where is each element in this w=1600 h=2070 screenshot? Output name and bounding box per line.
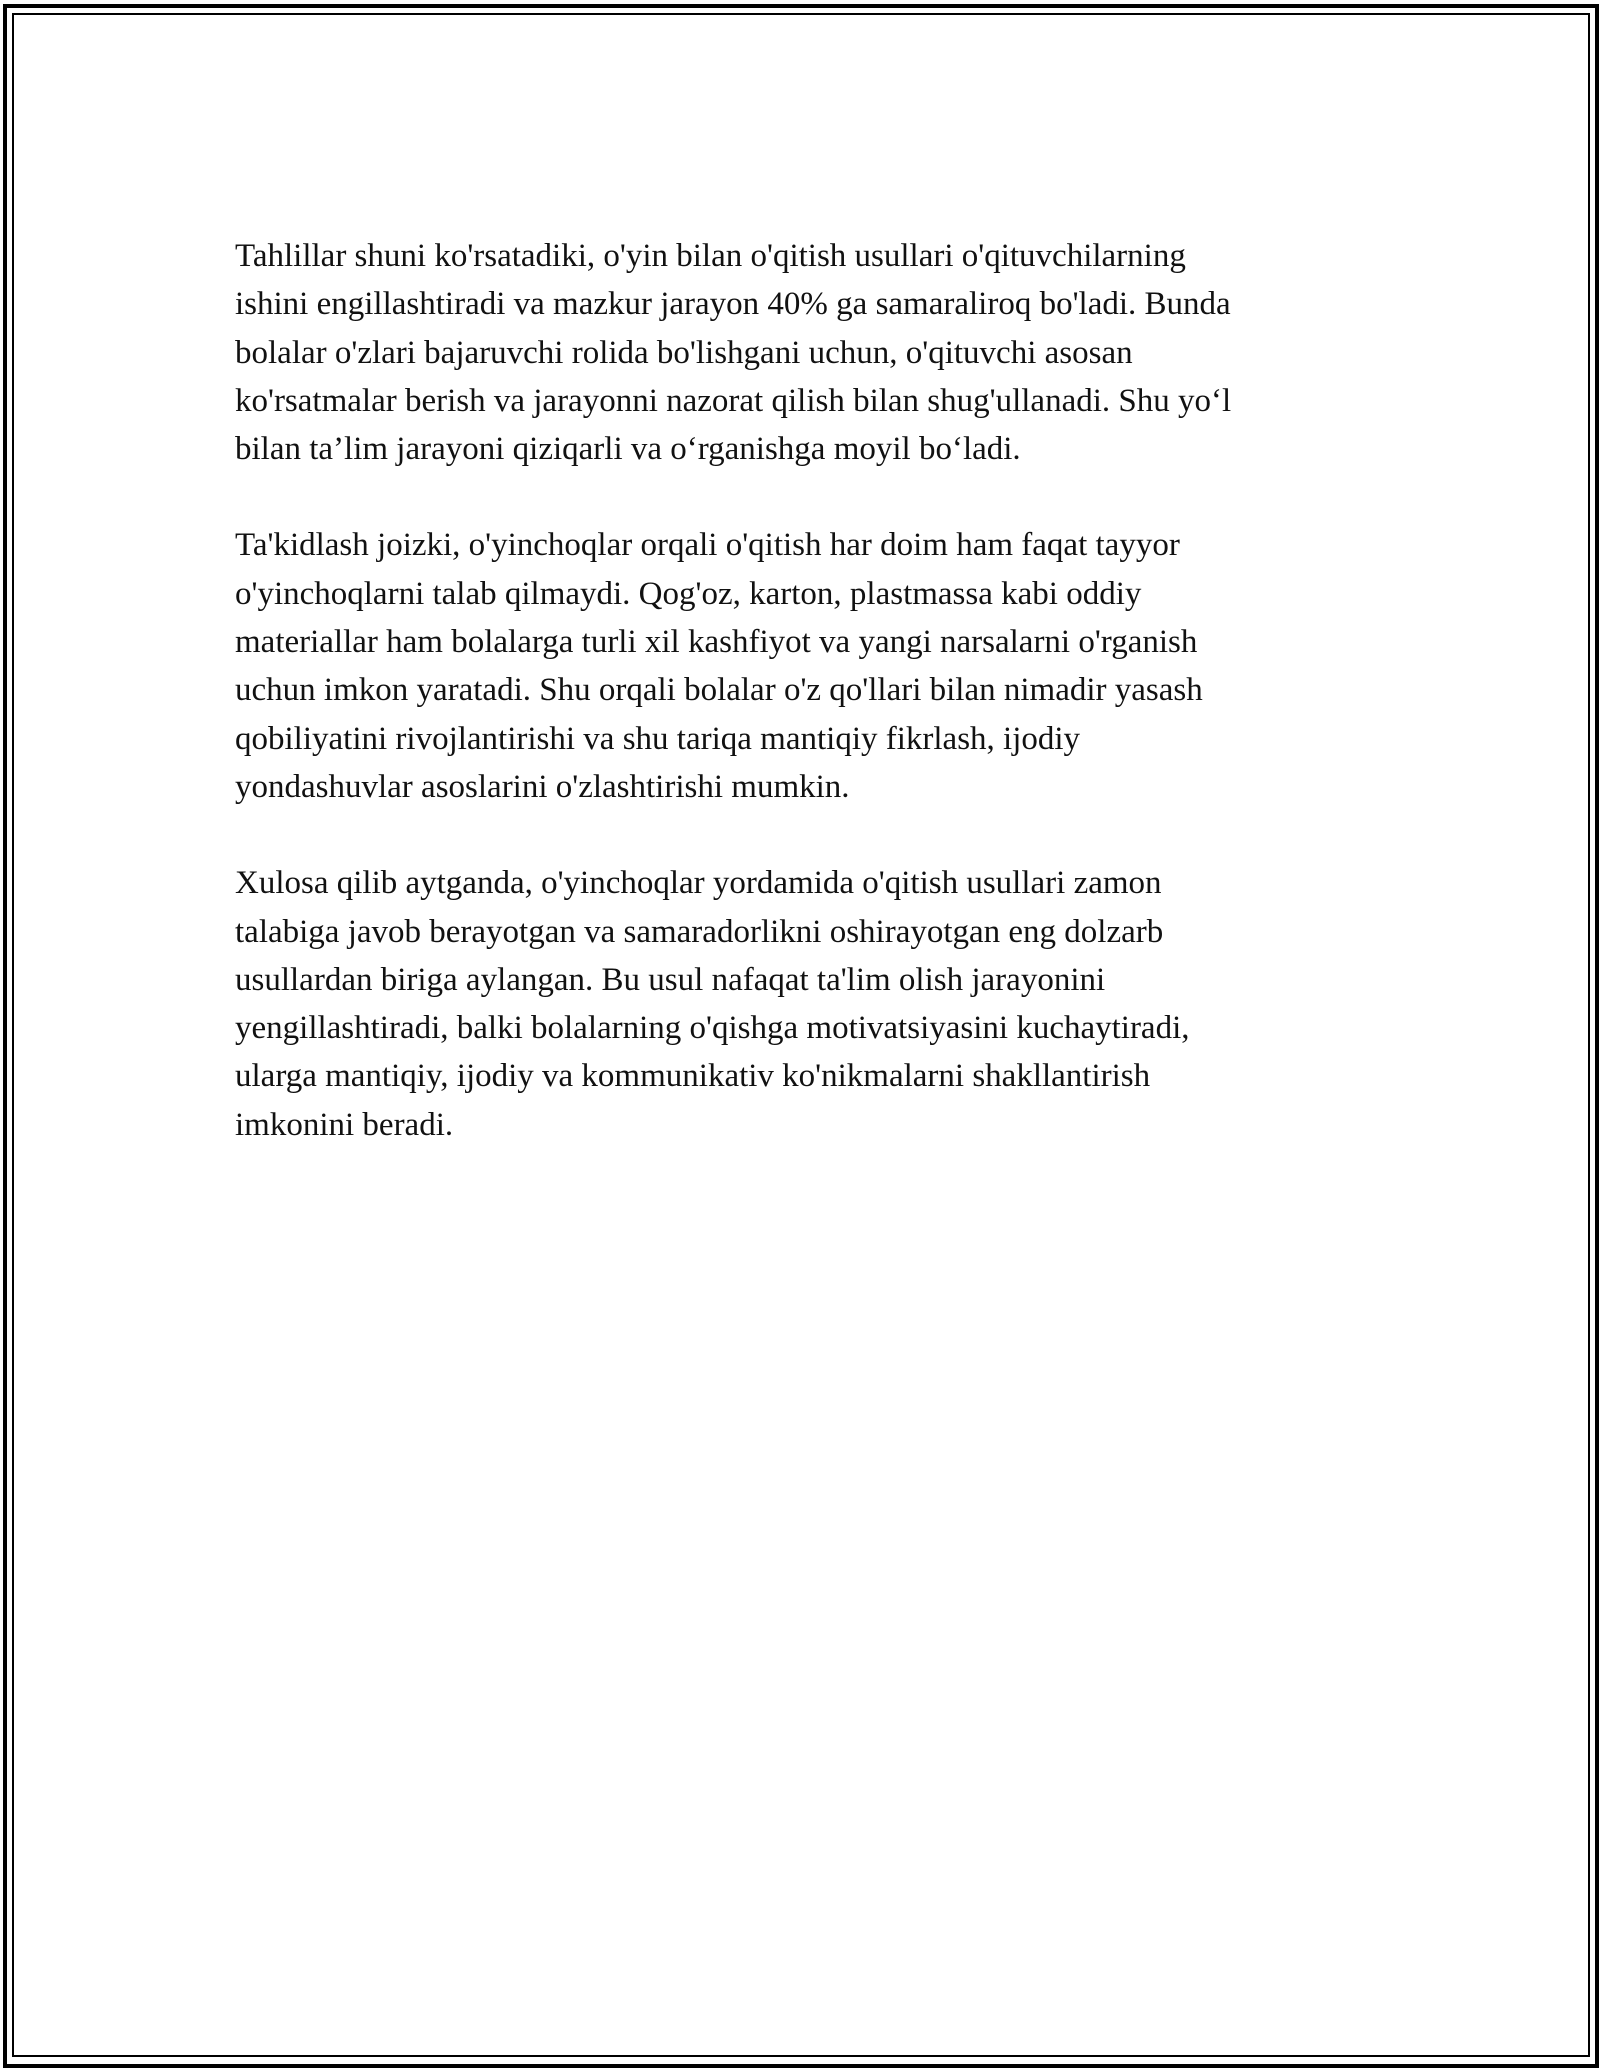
document-body — [235, 232, 1365, 1197]
paragraph-analysis: Tahlillar shuni ko'rsatadiki, o'yin bilan o'qitish usullari o'qituvchilarning ishini engillashtiradi va mazkur jarayon 40% ga samaraliroq bo'ladi. Bunda bolalar o'zlari bajaruvchi rolida bo'lishgani uchun, o'qituvchi asosan ko'rsatmalar berish va jarayonni nazorat qilish bilan shug'ullanadi. Shu yo‘l bilan ta’lim jarayoni qiziqarli va o‘rganishga moyil bo‘ladi. — [235, 238, 1232, 468]
paragraph-materials: Ta'kidlash joizki, o'yinchoqlar orqali o'qitish har doim ham faqat tayyor o'yinchoqlarni talab qilmaydi. Qog'oz, karton, plastmassa kabi oddiy materiallar ham bolalarga turli xil kashfiyot va yangi narsalarni o'rganish uchun imkon yaratadi. Shu orqali bolalar o'z qo'llari bilan nimadir yasash qobiliyatini rivojlantirishi va shu tariqa mantiqiy fikrlash, ijodiy yondashuvlar asoslarini o'zlashtirishi mumkin. — [235, 527, 1203, 805]
paragraph-conclusion: Xulosa qilib aytganda, o'yinchoqlar yordamida o'qitish usullari zamon talabiga javob berayotgan va samaradorlikni oshirayotgan eng dolzarb usullardan biriga aylangan. Bu usul nafaqat ta'lim olish jarayonini yengillashtiradi, balki bolalarning o'qishga motivatsiyasini kuchaytiradi, ularga mantiqiy, ijodiy va kommunikativ ko'nikmalarni shakllantirish imkonini beradi. — [235, 865, 1190, 1143]
